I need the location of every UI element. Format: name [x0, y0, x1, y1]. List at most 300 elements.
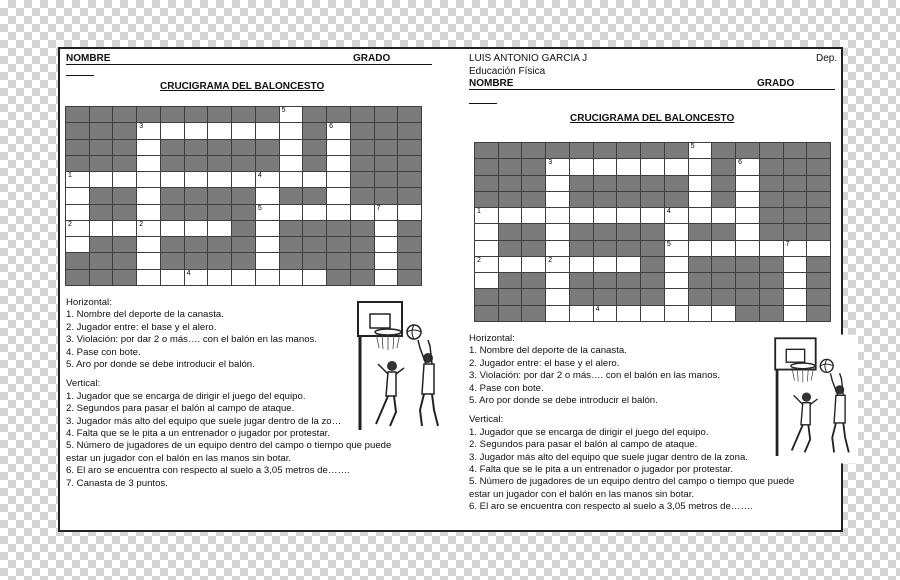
left-grid-answer-cell[interactable]: [280, 123, 303, 138]
right-grid-blocked-cell: [594, 192, 617, 207]
right-grid-answer-cell[interactable]: [784, 273, 807, 288]
left-grid-blocked-cell: [351, 253, 374, 268]
left-grid-answer-cell[interactable]: [137, 253, 160, 268]
right-grid-blocked-cell: [712, 159, 735, 174]
right-grid-blocked-cell: [617, 176, 640, 191]
left-grid-answer-cell[interactable]: [327, 205, 350, 220]
left-grid-blocked-cell: [90, 156, 113, 171]
right-grid-answer-cell[interactable]: [594, 159, 617, 174]
left-grid-blocked-cell: [90, 205, 113, 220]
left-grid-answer-cell[interactable]: [137, 140, 160, 155]
right-grid-answer-cell[interactable]: [712, 306, 735, 321]
right-name-line: [469, 89, 835, 90]
right-grid-blocked-cell: [617, 192, 640, 207]
left-grid-answer-cell[interactable]: [137, 172, 160, 187]
right-grid-answer-cell[interactable]: [617, 257, 640, 272]
left-grid-answer-cell[interactable]: [66, 221, 89, 236]
left-vertical-clue: 5. Número de jugadores de un equipo dentro del campo o tiempo que puede: [66, 440, 392, 452]
right-grid-answer-cell[interactable]: [475, 208, 498, 223]
left-grid-answer-cell[interactable]: [256, 205, 279, 220]
right-grid-blocked-cell: [760, 159, 783, 174]
right-grid-blocked-cell: [807, 306, 830, 321]
left-grid-blocked-cell: [185, 205, 208, 220]
left-nombre-label: NOMBRE: [66, 53, 111, 64]
left-grid-answer-cell[interactable]: [303, 172, 326, 187]
right-grid-answer-cell[interactable]: [570, 208, 593, 223]
left-grid-answer-cell[interactable]: [137, 270, 160, 285]
left-grid-blocked-cell: [398, 156, 421, 171]
right-grid-blocked-cell: [522, 192, 545, 207]
left-grid-blocked-cell: [398, 270, 421, 285]
left-grid-blocked-cell: [232, 237, 255, 252]
right-grid-blocked-cell: [570, 143, 593, 158]
right-grid-blocked-cell: [522, 241, 545, 256]
right-grid-answer-cell[interactable]: [665, 289, 688, 304]
right-grid-answer-cell[interactable]: [499, 257, 522, 272]
right-grid-blocked-cell: [499, 192, 522, 207]
right-grid-answer-cell[interactable]: [499, 208, 522, 223]
right-grado-label: GRADO: [757, 78, 795, 89]
left-grid-answer-cell[interactable]: [232, 270, 255, 285]
right-grid-blocked-cell: [617, 273, 640, 288]
right-grid-answer-cell[interactable]: [736, 176, 759, 191]
left-grid-clue-number: 2: [139, 220, 144, 228]
left-grid-answer-cell[interactable]: [256, 237, 279, 252]
right-grid-answer-cell[interactable]: [641, 159, 664, 174]
left-grid-blocked-cell: [351, 156, 374, 171]
right-grid-answer-cell[interactable]: [736, 241, 759, 256]
right-grid-blocked-cell: [784, 159, 807, 174]
right-grid-blocked-cell: [807, 224, 830, 239]
left-grid-blocked-cell: [232, 205, 255, 220]
left-grid-answer-cell[interactable]: [137, 156, 160, 171]
left-grid-answer-cell[interactable]: [161, 172, 184, 187]
left-grid-blocked-cell: [185, 107, 208, 122]
left-clues: [66, 297, 392, 490]
right-horizontal-clue: 5. Aro por donde se debe introducir el balón.: [469, 395, 658, 407]
left-grid-blocked-cell: [232, 253, 255, 268]
right-grid-blocked-cell: [475, 159, 498, 174]
right-grid-answer-cell[interactable]: [546, 159, 569, 174]
left-grid-blocked-cell: [113, 253, 136, 268]
left-grid-answer-cell[interactable]: [232, 172, 255, 187]
left-grid-blocked-cell: [303, 237, 326, 252]
left-grid-answer-cell[interactable]: [137, 205, 160, 220]
right-grid-answer-cell[interactable]: [689, 192, 712, 207]
left-grado-label: GRADO: [353, 53, 391, 64]
left-horizontal-heading: Horizontal:: [66, 297, 112, 308]
left-grid-blocked-cell: [66, 253, 89, 268]
left-grid-blocked-cell: [398, 237, 421, 252]
right-grid-answer-cell[interactable]: [665, 257, 688, 272]
left-grid-blocked-cell: [161, 237, 184, 252]
left-grid-answer-cell[interactable]: [185, 270, 208, 285]
right-grid-answer-cell[interactable]: [522, 257, 545, 272]
right-crossword-title: CRUCIGRAMA DEL BALONCESTO: [570, 113, 735, 124]
left-grid-clue-number: 7: [376, 204, 381, 212]
right-grid-answer-cell[interactable]: [570, 159, 593, 174]
left-grid-answer-cell[interactable]: [185, 123, 208, 138]
left-grid-answer-cell[interactable]: [375, 221, 398, 236]
right-grid-clue-number: 5: [666, 240, 671, 248]
left-grid-answer-cell[interactable]: [327, 156, 350, 171]
left-grid-answer-cell[interactable]: [375, 253, 398, 268]
left-grid-blocked-cell: [208, 156, 231, 171]
left-grid-answer-cell[interactable]: [280, 172, 303, 187]
left-grid-blocked-cell: [327, 270, 350, 285]
right-grid-clue-number: 2: [548, 256, 553, 264]
right-grid-answer-cell[interactable]: [594, 257, 617, 272]
right-grid-blocked-cell: [784, 192, 807, 207]
right-grid-answer-cell[interactable]: [546, 273, 569, 288]
right-grid-answer-cell[interactable]: [522, 208, 545, 223]
left-grid-blocked-cell: [351, 123, 374, 138]
left-grid-blocked-cell: [66, 156, 89, 171]
left-grid-answer-cell[interactable]: [208, 172, 231, 187]
right-vertical-clue: 5. Número de jugadores de un equipo dentro del campo o tiempo que puede: [469, 476, 795, 488]
right-grid-answer-cell[interactable]: [475, 224, 498, 239]
left-grid-answer-cell[interactable]: [113, 221, 136, 236]
left-grid-blocked-cell: [351, 188, 374, 203]
right-grid-blocked-cell: [570, 192, 593, 207]
right-grid-answer-cell[interactable]: [546, 224, 569, 239]
right-grid-answer-cell[interactable]: [546, 289, 569, 304]
right-grid-blocked-cell: [689, 273, 712, 288]
left-grid-answer-cell[interactable]: [208, 123, 231, 138]
left-grid-blocked-cell: [303, 156, 326, 171]
left-grid-blocked-cell: [113, 188, 136, 203]
left-grid-blocked-cell: [161, 140, 184, 155]
left-grid-blocked-cell: [90, 270, 113, 285]
right-grid-answer-cell[interactable]: [617, 306, 640, 321]
right-grid-clue-number: 4: [666, 208, 671, 216]
left-grid-answer-cell[interactable]: [137, 237, 160, 252]
right-grid-clue-number: 6: [738, 159, 742, 167]
left-grid-answer-cell[interactable]: [280, 205, 303, 220]
left-grid-clue-number: 3: [139, 123, 144, 131]
left-grid-blocked-cell: [113, 270, 136, 285]
left-grid-answer-cell[interactable]: [90, 172, 113, 187]
right-grid-answer-cell[interactable]: [736, 208, 759, 223]
right-grid-answer-cell[interactable]: [665, 273, 688, 288]
left-grid-blocked-cell: [398, 172, 421, 187]
left-grid-blocked-cell: [90, 107, 113, 122]
left-grid-blocked-cell: [113, 123, 136, 138]
right-grid-answer-cell[interactable]: [546, 176, 569, 191]
left-grid-blocked-cell: [280, 188, 303, 203]
right-grid-clue-number: 4: [595, 305, 600, 313]
right-grid-blocked-cell: [784, 176, 807, 191]
left-grid-answer-cell[interactable]: [256, 123, 279, 138]
left-grid-blocked-cell: [66, 140, 89, 155]
right-grid-answer-cell[interactable]: [546, 241, 569, 256]
right-grid-blocked-cell: [594, 289, 617, 304]
left-grid-answer-cell[interactable]: [280, 270, 303, 285]
left-short-line: [66, 75, 94, 76]
right-horizontal-clue: 3. Violación: por dar 2 o más…. con el balón en las manos.: [469, 370, 721, 382]
right-grid-blocked-cell: [522, 159, 545, 174]
right-grid-clue-number: 5: [690, 143, 695, 150]
right-grid-blocked-cell: [499, 241, 522, 256]
right-grid-answer-cell[interactable]: [546, 257, 569, 272]
left-grid-blocked-cell: [232, 156, 255, 171]
left-grid-blocked-cell: [398, 140, 421, 155]
right-grid-blocked-cell: [641, 176, 664, 191]
left-grid-blocked-cell: [232, 140, 255, 155]
left-grid-blocked-cell: [303, 253, 326, 268]
right-grid-answer-cell[interactable]: [736, 159, 759, 174]
left-grid-blocked-cell: [398, 123, 421, 138]
right-grid-answer-cell[interactable]: [807, 241, 830, 256]
right-grid-blocked-cell: [760, 208, 783, 223]
left-grid-blocked-cell: [113, 156, 136, 171]
right-grid-blocked-cell: [760, 224, 783, 239]
basketball-players-illustration-right: [766, 334, 858, 464]
right-grid-answer-cell[interactable]: [594, 306, 617, 321]
right-grid-answer-cell[interactable]: [689, 306, 712, 321]
left-grid-answer-cell[interactable]: [208, 270, 231, 285]
right-grid-blocked-cell: [689, 289, 712, 304]
left-grid-answer-cell[interactable]: [185, 172, 208, 187]
right-grid-blocked-cell: [641, 241, 664, 256]
left-grid-answer-cell[interactable]: [161, 123, 184, 138]
left-grid-blocked-cell: [232, 221, 255, 236]
left-grid-answer-cell[interactable]: [303, 270, 326, 285]
left-grid-blocked-cell: [375, 107, 398, 122]
left-horizontal-clue: 5. Aro por donde se debe introducir el balón.: [66, 359, 255, 371]
left-grid-answer-cell[interactable]: [66, 237, 89, 252]
right-grid-blocked-cell: [546, 143, 569, 158]
left-grid-answer-cell[interactable]: [280, 107, 303, 122]
left-grid-answer-cell[interactable]: [327, 140, 350, 155]
left-grid-answer-cell[interactable]: [327, 172, 350, 187]
left-grid-blocked-cell: [185, 188, 208, 203]
right-grid-blocked-cell: [594, 241, 617, 256]
right-grid-blocked-cell: [760, 143, 783, 158]
left-grid-blocked-cell: [375, 156, 398, 171]
right-grid-answer-cell[interactable]: [689, 241, 712, 256]
left-grid-blocked-cell: [161, 188, 184, 203]
right-grid-answer-cell[interactable]: [665, 241, 688, 256]
left-grid-clue-number: 4: [186, 269, 191, 277]
left-grid-answer-cell[interactable]: [137, 221, 160, 236]
right-grid-blocked-cell: [475, 306, 498, 321]
left-horizontal-list: [66, 309, 366, 371]
left-grid-blocked-cell: [208, 140, 231, 155]
right-grid-answer-cell[interactable]: [712, 241, 735, 256]
left-crossword-title: CRUCIGRAMA DEL BALONCESTO: [160, 81, 325, 92]
right-grid-blocked-cell: [807, 257, 830, 272]
right-grid-answer-cell[interactable]: [712, 208, 735, 223]
left-grid-blocked-cell: [351, 270, 374, 285]
right-grid-blocked-cell: [784, 208, 807, 223]
left-grid-blocked-cell: [256, 156, 279, 171]
left-grid-blocked-cell: [351, 140, 374, 155]
right-horizontal-clue: 4. Pase con bote.: [469, 382, 544, 394]
right-grid-blocked-cell: [807, 192, 830, 207]
left-vertical-clue: 6. El aro se encuentra con respecto al suelo a 3,05 metros de…….: [66, 465, 350, 477]
left-grid-answer-cell[interactable]: [137, 188, 160, 203]
right-grid-answer-cell[interactable]: [546, 306, 569, 321]
right-grid-blocked-cell: [760, 192, 783, 207]
left-grid-blocked-cell: [256, 107, 279, 122]
right-grid-blocked-cell: [712, 289, 735, 304]
left-grid-blocked-cell: [90, 188, 113, 203]
right-grid-answer-cell[interactable]: [570, 257, 593, 272]
left-vertical-list: [66, 390, 392, 490]
right-grid-answer-cell[interactable]: [475, 273, 498, 288]
left-vertical-clue: 4. Falta que se le pita a un entrenador o jugador por protestar.: [66, 428, 331, 440]
right-horizontal-clue: 2. Jugador entre: el base y el alero.: [469, 357, 620, 369]
right-grid-answer-cell[interactable]: [594, 208, 617, 223]
right-grid-blocked-cell: [784, 143, 807, 158]
left-vertical-clue: 7. Canasta de 3 puntos.: [66, 477, 168, 489]
left-name-line: [66, 64, 432, 65]
left-grid-answer-cell[interactable]: [256, 253, 279, 268]
right-grid-blocked-cell: [641, 143, 664, 158]
left-grid-blocked-cell: [185, 237, 208, 252]
right-vertical-clue: 3. Jugador más alto del equipo que suele jugar dentro de la zona.: [469, 451, 748, 463]
left-grid-answer-cell[interactable]: [161, 221, 184, 236]
left-grid-answer-cell[interactable]: [232, 123, 255, 138]
right-vertical-heading: Vertical:: [469, 414, 504, 426]
right-grid-answer-cell[interactable]: [689, 143, 712, 158]
left-grid-blocked-cell: [232, 188, 255, 203]
left-grid-blocked-cell: [327, 237, 350, 252]
right-grid-blocked-cell: [641, 257, 664, 272]
left-grid-answer-cell[interactable]: [137, 123, 160, 138]
right-grid-blocked-cell: [499, 143, 522, 158]
right-grid-answer-cell[interactable]: [784, 289, 807, 304]
right-horizontal-heading: Horizontal:: [469, 333, 515, 344]
left-grid-blocked-cell: [375, 188, 398, 203]
left-grid-answer-cell[interactable]: [161, 270, 184, 285]
left-grid-answer-cell[interactable]: [208, 221, 231, 236]
left-grid-answer-cell[interactable]: [375, 205, 398, 220]
right-grid-answer-cell[interactable]: [546, 192, 569, 207]
right-grid-answer-cell[interactable]: [475, 257, 498, 272]
right-grid-answer-cell[interactable]: [475, 241, 498, 256]
right-grid-answer-cell[interactable]: [665, 224, 688, 239]
left-grid-blocked-cell: [398, 253, 421, 268]
left-grid-blocked-cell: [161, 107, 184, 122]
right-grid-answer-cell[interactable]: [736, 192, 759, 207]
right-horizontal-clue: 1. Nombre del deporte de la canasta.: [469, 345, 627, 357]
right-grid-clue-number: 3: [548, 159, 553, 167]
left-grid-blocked-cell: [208, 205, 231, 220]
right-grid-blocked-cell: [736, 273, 759, 288]
left-grid-answer-cell[interactable]: [351, 205, 374, 220]
right-grid-answer-cell[interactable]: [546, 208, 569, 223]
right-grid-blocked-cell: [570, 289, 593, 304]
left-grid-answer-cell[interactable]: [327, 188, 350, 203]
left-grid-answer-cell[interactable]: [327, 123, 350, 138]
right-grid-blocked-cell: [712, 192, 735, 207]
right-grid-blocked-cell: [712, 257, 735, 272]
right-grid-answer-cell[interactable]: [641, 208, 664, 223]
left-grid-answer-cell[interactable]: [185, 221, 208, 236]
right-grid-blocked-cell: [641, 224, 664, 239]
left-grid-answer-cell[interactable]: [256, 270, 279, 285]
left-grid-answer-cell[interactable]: [280, 140, 303, 155]
left-grid-blocked-cell: [303, 140, 326, 155]
right-grid-answer-cell[interactable]: [617, 208, 640, 223]
left-grid-answer-cell[interactable]: [66, 188, 89, 203]
left-grid-answer-cell[interactable]: [375, 270, 398, 285]
left-grid-clue-number: 1: [68, 172, 72, 180]
left-vertical-clue: estar un jugador con el balón en las manos sin botar.: [66, 452, 292, 464]
left-grid-answer-cell[interactable]: [280, 156, 303, 171]
right-grid-answer-cell[interactable]: [784, 257, 807, 272]
right-grid-answer-cell[interactable]: [665, 208, 688, 223]
left-grid-blocked-cell: [208, 253, 231, 268]
right-grid-answer-cell[interactable]: [689, 176, 712, 191]
right-grid-answer-cell[interactable]: [617, 159, 640, 174]
right-grid-answer-cell[interactable]: [784, 306, 807, 321]
subject-label: Educación Física: [469, 66, 546, 77]
right-grid-clue-number: 1: [477, 208, 481, 216]
right-grid-blocked-cell: [594, 176, 617, 191]
left-grid-answer-cell[interactable]: [256, 188, 279, 203]
left-grid-answer-cell[interactable]: [256, 172, 279, 187]
right-grid-blocked-cell: [617, 143, 640, 158]
left-grid-blocked-cell: [398, 221, 421, 236]
right-grid-answer-cell[interactable]: [641, 306, 664, 321]
right-grid-answer-cell[interactable]: [689, 208, 712, 223]
left-grid-answer-cell[interactable]: [66, 205, 89, 220]
left-horizontal-clue: 1. Nombre del deporte de la canasta.: [66, 309, 224, 321]
left-grid-answer-cell[interactable]: [375, 237, 398, 252]
left-grid-blocked-cell: [208, 237, 231, 252]
left-grid-blocked-cell: [375, 123, 398, 138]
right-grid-blocked-cell: [522, 224, 545, 239]
left-horizontal-clue: 2. Jugador entre: el base y el alero.: [66, 321, 217, 333]
left-grid-clue-number: 5: [281, 107, 286, 114]
right-grid-answer-cell[interactable]: [665, 159, 688, 174]
right-grid-answer-cell[interactable]: [665, 306, 688, 321]
left-grid-answer-cell[interactable]: [398, 205, 421, 220]
left-grid-answer-cell[interactable]: [303, 205, 326, 220]
left-grid-answer-cell[interactable]: [66, 172, 89, 187]
right-grid-answer-cell[interactable]: [570, 306, 593, 321]
left-grid-answer-cell[interactable]: [90, 221, 113, 236]
right-grid-answer-cell[interactable]: [760, 241, 783, 256]
left-grid-answer-cell[interactable]: [113, 172, 136, 187]
right-grid-answer-cell[interactable]: [784, 241, 807, 256]
right-grid-blocked-cell: [617, 289, 640, 304]
left-grid-blocked-cell: [375, 172, 398, 187]
left-grid-blocked-cell: [327, 253, 350, 268]
right-grid-answer-cell[interactable]: [689, 159, 712, 174]
right-grid-blocked-cell: [594, 224, 617, 239]
right-grid-blocked-cell: [617, 241, 640, 256]
left-grid-blocked-cell: [90, 253, 113, 268]
right-grid-blocked-cell: [807, 143, 830, 158]
right-grid-blocked-cell: [712, 224, 735, 239]
right-grid-blocked-cell: [760, 257, 783, 272]
left-grid-answer-cell[interactable]: [256, 221, 279, 236]
left-horizontal-clue: 3. Violación: por dar 2 o más…. con el balón en las manos.: [66, 334, 318, 346]
right-grid-blocked-cell: [760, 306, 783, 321]
left-grid-blocked-cell: [303, 221, 326, 236]
left-grid-blocked-cell: [161, 156, 184, 171]
left-grid-blocked-cell: [66, 123, 89, 138]
right-grid-blocked-cell: [760, 289, 783, 304]
right-grid-blocked-cell: [475, 176, 498, 191]
right-grid-blocked-cell: [570, 224, 593, 239]
left-grid-blocked-cell: [232, 107, 255, 122]
right-grid-answer-cell[interactable]: [736, 224, 759, 239]
